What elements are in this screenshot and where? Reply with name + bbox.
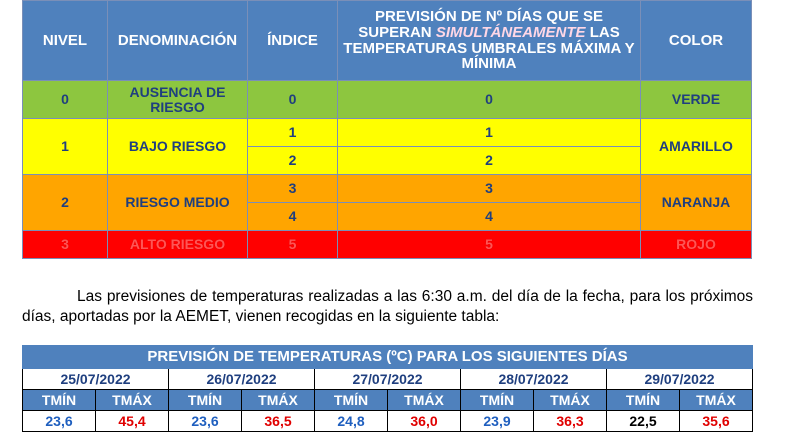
indice-cell: 1	[248, 119, 338, 147]
tmax-label: TMÁX	[96, 390, 169, 411]
header-prevision-emphasis: SIMULTÁNEAMENTE	[435, 23, 586, 41]
color-cell: NARANJA	[641, 175, 752, 231]
date-cell: 26/07/2022	[169, 369, 315, 390]
date-cell: 29/07/2022	[607, 369, 753, 390]
header-indice: ÍNDICE	[248, 1, 338, 81]
date-cell: 27/07/2022	[315, 369, 461, 390]
temperature-title-row	[23, 346, 753, 369]
tmax-label: TMÁX	[388, 390, 461, 411]
header-denominacion: DENOMINACIÓN	[108, 1, 248, 81]
tmin-value: 23,6	[169, 411, 242, 432]
header-prevision	[338, 1, 641, 81]
nivel-cell: 3	[23, 231, 108, 259]
color-cell: ROJO	[641, 231, 752, 259]
color-cell: AMARILLO	[641, 119, 752, 175]
dias-cell: 4	[338, 203, 641, 231]
nivel-cell: 0	[23, 81, 108, 119]
temperature-forecast-table	[22, 345, 753, 432]
dias-cell: 2	[338, 147, 641, 175]
date-row	[23, 369, 753, 390]
aemet-forecast-paragraph: Las previsiones de temperaturas realizadas a las 6:30 a.m. del día de la fecha, para los próximos días, aportadas por la AEMET, vienen recogidas en la siguiente tabla:	[22, 288, 753, 325]
dias-cell: 1	[338, 119, 641, 147]
tmin-label: TMÍN	[23, 390, 96, 411]
value-row	[23, 411, 753, 432]
tmin-label: TMÍN	[169, 390, 242, 411]
tmax-label: TMÁX	[534, 390, 607, 411]
color-cell: VERDE	[641, 81, 752, 119]
tmin-value: 23,6	[23, 411, 96, 432]
dias-cell: 3	[338, 175, 641, 203]
denominacion-cell: RIESGO MEDIO	[108, 175, 248, 231]
tmin-label: TMÍN	[315, 390, 388, 411]
risk-header-row	[23, 1, 752, 81]
indice-cell: 2	[248, 147, 338, 175]
dias-cell: 0	[338, 81, 641, 119]
tmin-value: 23,9	[461, 411, 534, 432]
label-row	[23, 390, 753, 411]
nivel-cell: 2	[23, 175, 108, 231]
risk-levels-table	[22, 0, 752, 259]
date-cell: 25/07/2022	[23, 369, 169, 390]
indice-cell: 5	[248, 231, 338, 259]
tmax-value: 36,0	[388, 411, 461, 432]
tmax-value: 36,5	[242, 411, 315, 432]
temperature-table-title: PREVISIÓN DE TEMPERATURAS (ºC) PARA LOS SIGUIENTES DÍAS	[23, 346, 753, 369]
indice-cell: 4	[248, 203, 338, 231]
nivel-cell: 1	[23, 119, 108, 175]
risk-row-level-0	[23, 81, 752, 119]
tmax-label: TMÁX	[242, 390, 315, 411]
denominacion-cell: AUSENCIA DE RIESGO	[108, 81, 248, 119]
tmin-label: TMÍN	[461, 390, 534, 411]
tmax-value: 35,6	[680, 411, 753, 432]
tmin-value: 22,5	[607, 411, 680, 432]
risk-row-level-2a	[23, 175, 752, 203]
denominacion-cell: BAJO RIESGO	[108, 119, 248, 175]
tmax-label: TMÁX	[680, 390, 753, 411]
tmin-value: 24,8	[315, 411, 388, 432]
dias-cell: 5	[338, 231, 641, 259]
indice-cell: 0	[248, 81, 338, 119]
header-nivel: NIVEL	[23, 1, 108, 81]
denominacion-cell: ALTO RIESGO	[108, 231, 248, 259]
date-cell: 28/07/2022	[461, 369, 607, 390]
risk-row-level-1a	[23, 119, 752, 147]
indice-cell: 3	[248, 175, 338, 203]
header-prevision-part1: PREVISIÓN DE Nº DÍAS QUE SE SUPERAN	[358, 8, 604, 41]
risk-row-level-3	[23, 231, 752, 259]
header-color: COLOR	[641, 1, 752, 81]
header-prevision-part2: LAS TEMPERATURAS UMBRALES MÁXIMA Y MÍNIMA	[343, 23, 635, 73]
tmin-label: TMÍN	[607, 390, 680, 411]
tmax-value: 45,4	[96, 411, 169, 432]
tmax-value: 36,3	[534, 411, 607, 432]
